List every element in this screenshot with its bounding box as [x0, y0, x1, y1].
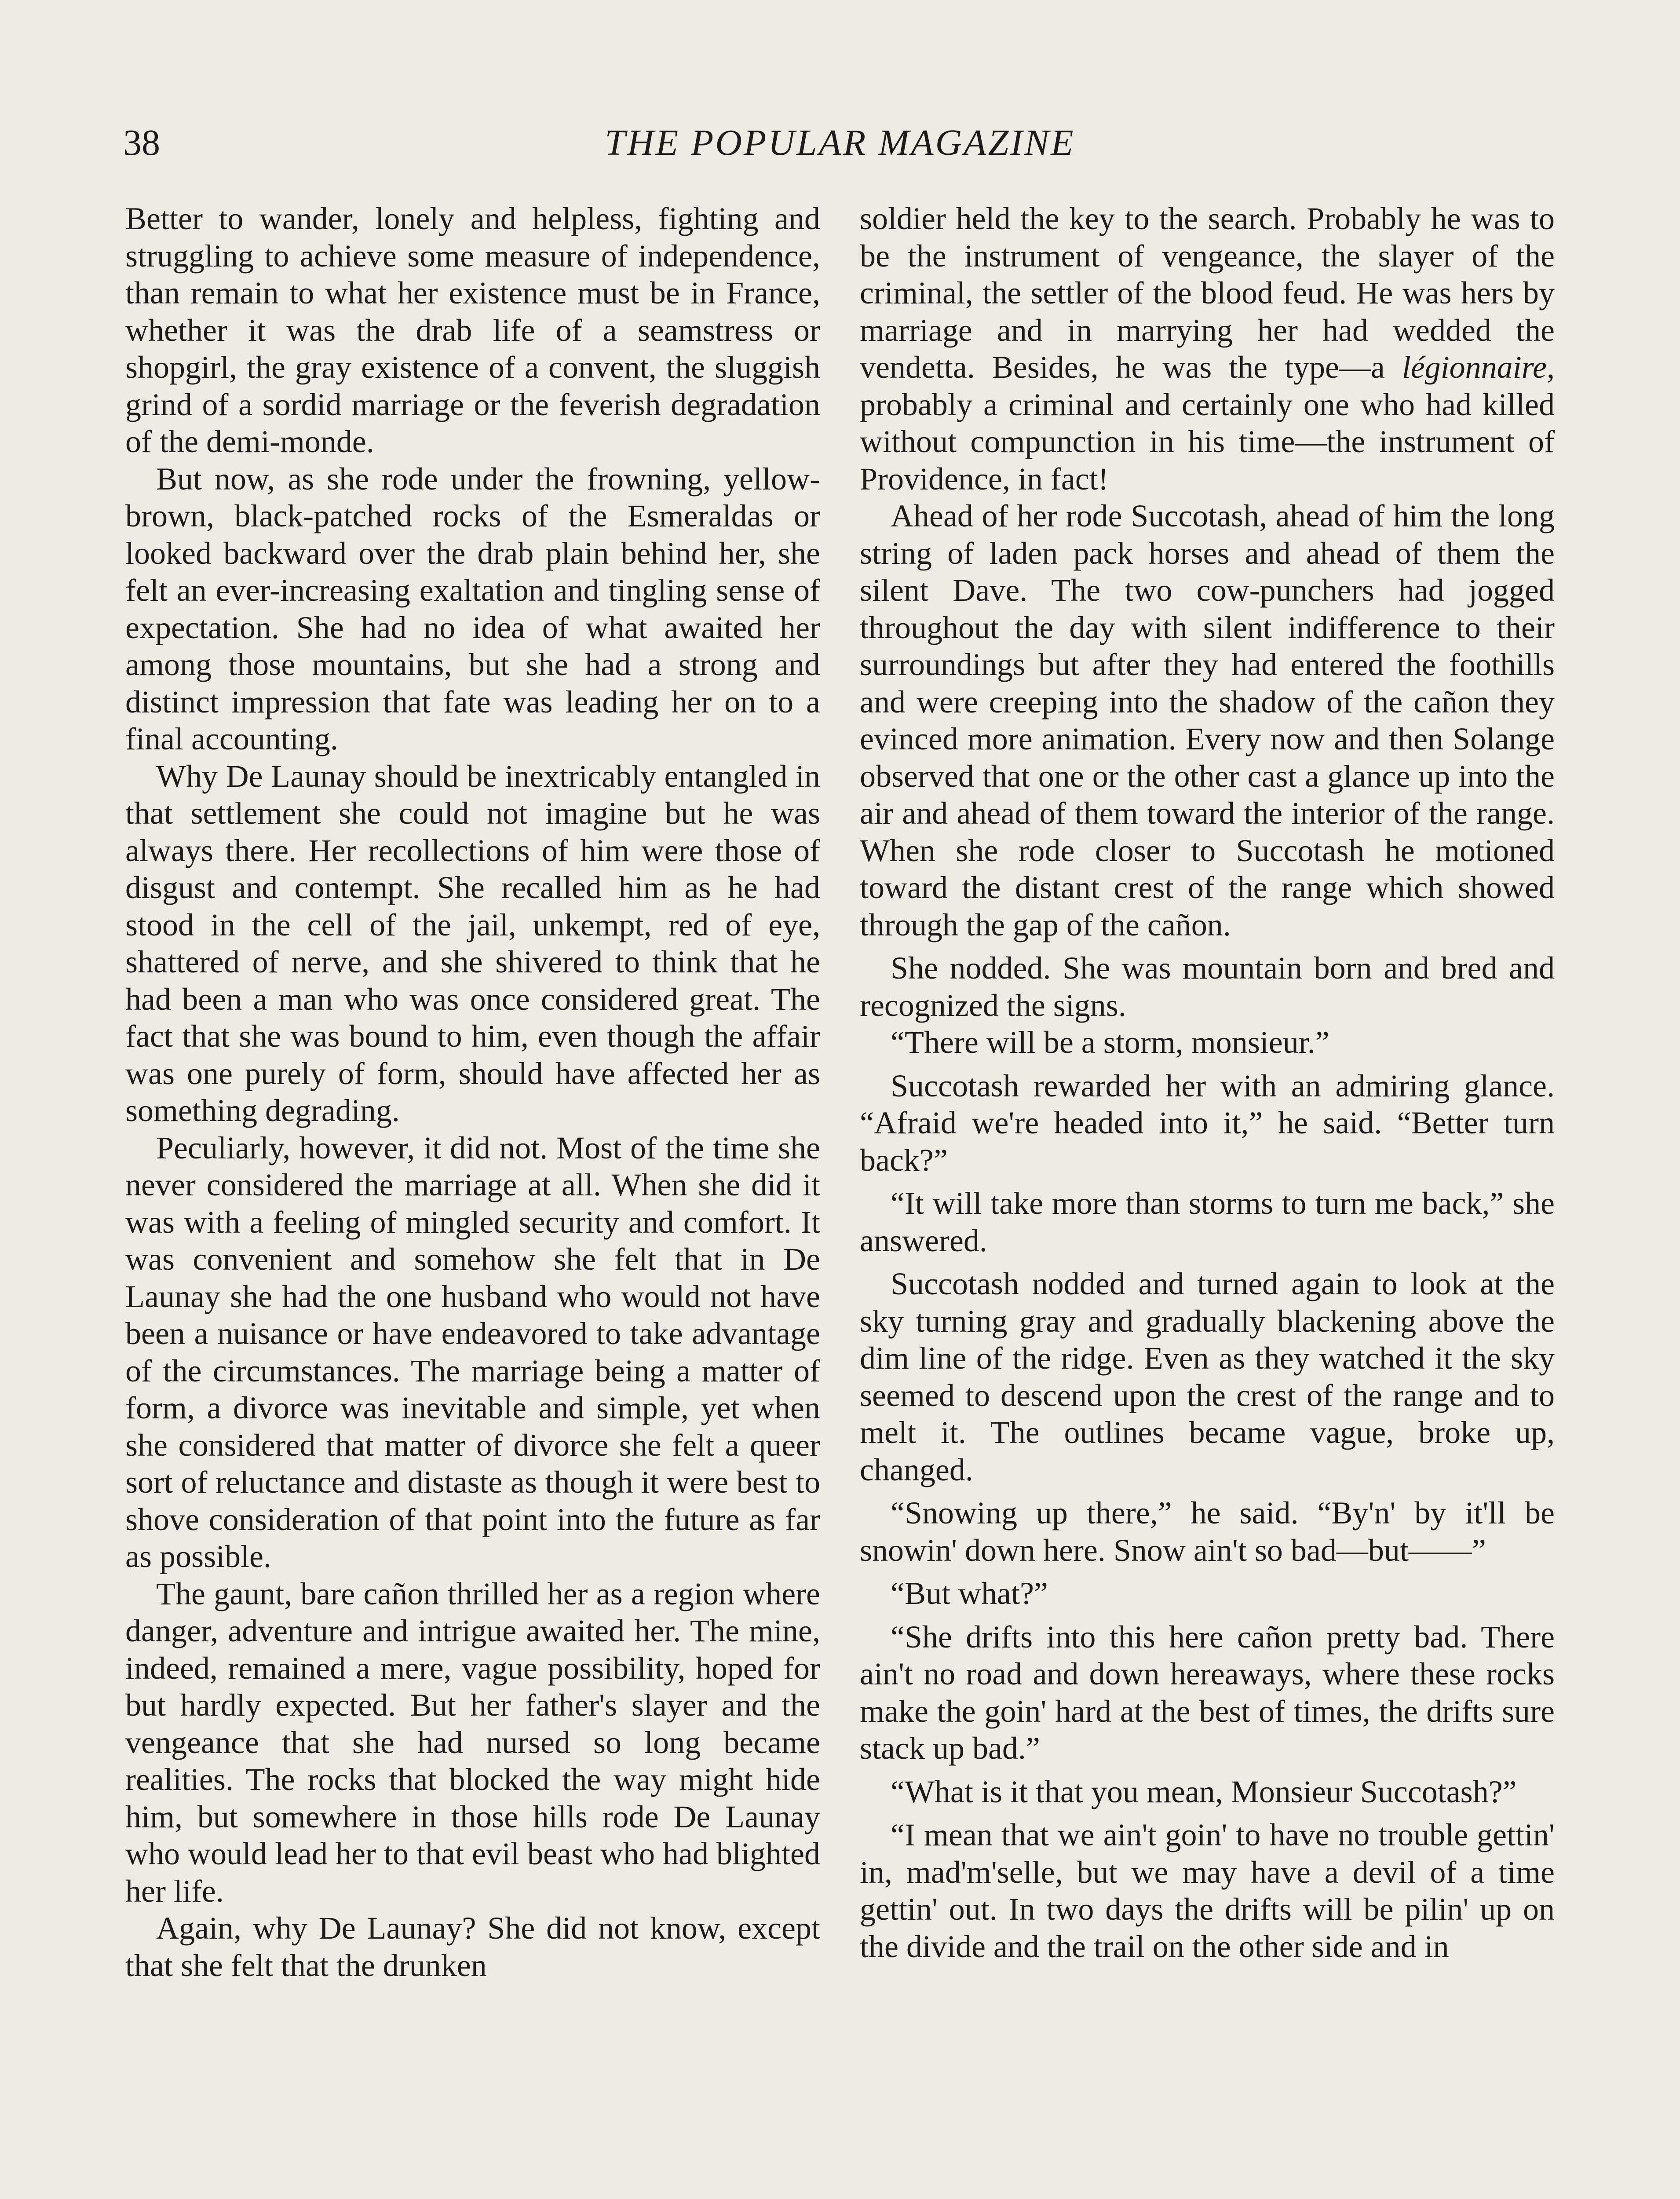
paragraph: “What is it that you mean, Monsieur Succotash?” [891, 1774, 1517, 1809]
right-text-column [860, 200, 1555, 1965]
paragraph: “I mean that we ain't goin' to have no trouble gettin' in, mad'm'selle, but we may have a devil of a time gettin' out. In two days the drifts will be pilin' up on the divide and the trail on the other side and in [860, 1817, 1555, 1964]
paragraph: Why De Launay should be inextricably entangled in that settlement she could not imagine but he was always there. Her recollections of him were those of disgust and contempt. She recalled him as he had stood in the cell of the jail, unkempt, red of eye, shattered of nerve, and she shivered to think that he had been a man who was once considered great. The fact that she was bound to him, even though the affair was one purely of form, should have affected her as something degrading. [125, 758, 820, 1128]
left-text-column [125, 200, 820, 1984]
paragraph: “Snowing up there,” he said. “By'n' by it'll be snowin' down here. Snow ain't so bad—but——” [860, 1495, 1555, 1568]
paragraph: But now, as she rode under the frowning, yellow-brown, black-patched rocks of the Esmeraldas or looked backward over the drab plain behind her, she felt an ever-increasing exaltation and tingling sense of expectation. She had no idea of what awaited her among those mountains, but she had a strong and distinct impression that fate was leading her on to a final accounting. [125, 461, 820, 756]
paragraph: She nodded. She was mountain born and bred and recognized the signs. [860, 950, 1555, 1023]
paragraph: Ahead of her rode Succotash, ahead of him the long string of laden pack horses and ahead of them the silent Dave. The two cow-punchers had jogged throughout the day with silent indifference to their surroundings but after they had entered the foothills and were creeping into the shadow of the cañon they evinced more animation. Every now and then Solange observed that one or the other cast a glance up into the air and ahead of them toward the interior of the range. When she rode closer to Succotash he motioned toward the distant crest of the range which showed through the gap of the cañon. [860, 498, 1555, 942]
paragraph: “There will be a storm, monsieur.” [891, 1025, 1329, 1060]
paragraph: “But what?” [891, 1576, 1048, 1611]
running-title: THE POPULAR MAGAZINE [605, 122, 1075, 163]
paragraph: Again, why De Launay? She did not know, except that she felt that the drunken [125, 1910, 820, 1983]
paragraph: soldier held the key to the search. Probably he was to be the instrument of vengeance, the slayer of the criminal, the settler of the blood feud. He was hers by marriage and in marrying her had wedded the vendetta. Besides, he was the type—a légionnaire, probably a criminal and certainly one who had killed without compunction in his time—the instrument of Providence, in fact! [860, 201, 1555, 497]
paragraph: “She drifts into this here cañon pretty bad. There ain't no road and down hereaways, where these rocks make the goin' hard at the best of times, the drifts sure stack up bad.” [860, 1619, 1555, 1766]
paragraph: Succotash nodded and turned again to look at the sky turning gray and gradually blackening above the dim line of the ridge. Even as they watched it the sky seemed to descend upon the crest of the range and to melt it. The outlines became vague, broke up, changed. [860, 1266, 1555, 1487]
paragraph: Peculiarly, however, it did not. Most of the time she never considered the marriage at all. When she did it was with a feeling of mingled security and comfort. It was convenient and somehow she felt that in De Launay she had the one husband who would not have been a nuisance or have endeavored to take advantage of the circumstances. The marriage being a matter of form, a divorce was inevitable and simple, yet when she considered that matter of divorce she felt a queer sort of reluctance and distaste as though it were best to shove consideration of that point into the future as far as possible. [125, 1130, 820, 1574]
paragraph: Better to wander, lonely and helpless, fighting and struggling to achieve some measure of independence, than remain to what her existence must be in France, whether it was the drab life of a seamstress or shopgirl, the gray existence of a convent, the sluggish grind of a sordid marriage or the feverish degradation of the demi-monde. [125, 201, 820, 459]
page-header [123, 119, 1557, 172]
paragraph: The gaunt, bare cañon thrilled her as a region where danger, adventure and intrigue awaited her. The mine, indeed, remained a mere, vague possibility, hoped for but hardly expected. But her father's slayer and the vengeance that she had nursed so long became realities. The rocks that blocked the way might hide him, but somewhere in those hills rode De Launay who would lead her to that evil beast who had blighted her life. [125, 1576, 820, 1909]
paragraph: Succotash rewarded her with an admiring glance. “Afraid we're headed into it,” he said. “Better turn back?” [860, 1068, 1555, 1178]
paragraph: “It will take more than storms to turn me back,” she answered. [860, 1186, 1555, 1258]
page-number: 38 [123, 122, 160, 163]
